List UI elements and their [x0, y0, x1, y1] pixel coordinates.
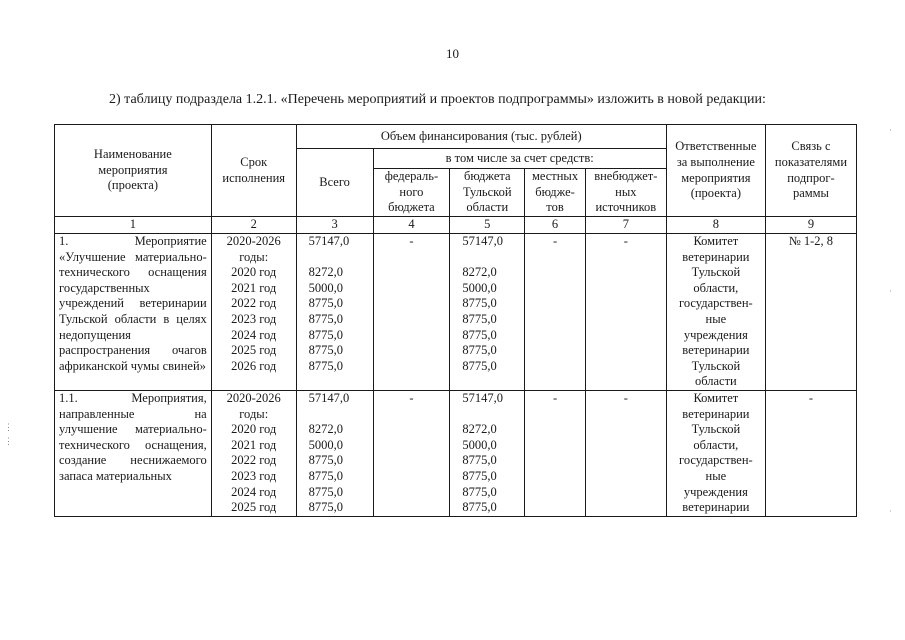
measure-extra: -	[585, 390, 666, 516]
scan-mark: ⋮	[4, 436, 13, 446]
page-number: 10	[446, 46, 459, 61]
measure-federal: -	[373, 390, 450, 516]
column-number: 1	[55, 217, 212, 234]
measure-term: 2020-2026 годы: 2020 год 2021 год 2022 год 2023 год 2024 год 2025 год 2026 год	[211, 234, 296, 391]
measure-regional: 57147,0 8272,0 5000,0 8775,0 8775,0 8775,0 8775,0 8775,0	[450, 234, 525, 391]
header-responsible: Ответственные за выполнение мероприятия (проекта)	[666, 125, 765, 217]
column-number: 8	[666, 217, 765, 234]
column-number-row	[55, 217, 857, 234]
measure-name: 1. Мероприятие «Улучшение материально-технического оснащения государственных учреждений ветеринарии Тульской области в целях недопущения распространения очагов африканской чумы свиней»	[55, 234, 212, 391]
measure-link: № 1-2, 8	[765, 234, 856, 391]
column-number: 4	[373, 217, 450, 234]
column-number: 9	[765, 217, 856, 234]
column-number: 6	[525, 217, 586, 234]
scan-mark: ·	[889, 286, 892, 296]
measure-federal: -	[373, 234, 450, 391]
column-number: 5	[450, 217, 525, 234]
header-name: Наименование мероприятия (проекта)	[55, 125, 212, 217]
measure-total: 57147,0 8272,0 5000,0 8775,0 8775,0 8775,0 8775,0	[296, 390, 373, 516]
column-number: 7	[585, 217, 666, 234]
column-number: 2	[211, 217, 296, 234]
table-row	[55, 234, 857, 391]
header-funding: Объем финансирования (тыс. рублей)	[296, 125, 666, 149]
measure-extra: -	[585, 234, 666, 391]
header-term: Срок исполнения	[211, 125, 296, 217]
measure-link: -	[765, 390, 856, 516]
header-local: местных бюдже- тов	[525, 169, 586, 217]
measure-responsible: Комитет ветеринарии Тульской области, государствен- ные учреждения ветеринарии Тульской области	[666, 234, 765, 391]
column-number: 3	[296, 217, 373, 234]
measure-term: 2020-2026 годы: 2020 год 2021 год 2022 год 2023 год 2024 год 2025 год	[211, 390, 296, 516]
intro-text: 2) таблицу подраздела 1.2.1. «Перечень мероприятий и проектов подпрограммы» изложить в новой редакции:	[109, 92, 766, 107]
measure-responsible: Комитет ветеринарии Тульской области, государствен- ные учреждения ветеринарии	[666, 390, 765, 516]
table-row	[55, 390, 857, 516]
measure-name: 1.1. Мероприятия, направленные на улучшение материально-технического оснащения, создание неснижаемого запаса материальных	[55, 390, 212, 516]
header-including: в том числе за счет средств:	[373, 149, 666, 169]
header-link: Связь с показателями подпрог- раммы	[765, 125, 856, 217]
scan-mark: ·	[889, 506, 892, 516]
scan-mark: ⋮	[4, 422, 13, 432]
scan-mark: ·	[889, 125, 892, 135]
header-regional: бюджета Тульской области	[450, 169, 525, 217]
measure-local: -	[525, 390, 586, 516]
measures-table	[54, 124, 857, 517]
measure-local: -	[525, 234, 586, 391]
header-extra: внебюджет- ных источников	[585, 169, 666, 217]
measure-total: 57147,0 8272,0 5000,0 8775,0 8775,0 8775,0 8775,0 8775,0	[296, 234, 373, 391]
header-total: Всего	[296, 149, 373, 217]
measure-regional: 57147,0 8272,0 5000,0 8775,0 8775,0 8775,0 8775,0	[450, 390, 525, 516]
header-federal: федераль- ного бюджета	[373, 169, 450, 217]
